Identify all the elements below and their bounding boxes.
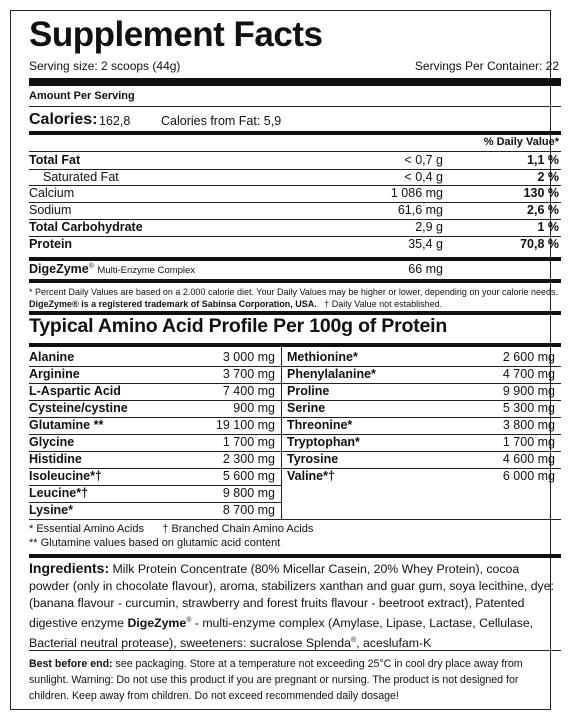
nutrient-name: Total Carbohydrate [29,220,143,234]
footnote-daily-values: * Percent Daily Values are based on a 2.000 calorie diet. Your Daily Values may be higher or lower, depending on your calorie needs. [29,287,558,297]
best-before-text: Best before end: see packaging. Store at a temperature not exceeding 25°C in cool dry place away from sunlight. Warning: Do not use this product if you are pregnant or nursing. The product is not designed for children. Keep away from children. Do not exceed recommended daily dosage! [29,658,523,702]
amino-acid-amount: 7 400 mg [222,384,275,398]
nutrient-row [29,220,561,236]
calories-from-fat: Calories from Fat: 5,9 [161,114,282,128]
amino-acid-amount: 6 000 mg [502,469,555,483]
nutrient-dv: 70,8 % [520,237,559,251]
divider [29,106,561,107]
amino-acid-name: Histidine [29,452,82,466]
nutrient-amount: 2,9 g [415,220,443,234]
nutrient-row [29,237,561,253]
calories-label: Calories: [29,111,98,128]
amino-acid-name: Glutamine ** [29,418,104,432]
nutrient-amount: < 0,7 g [404,153,443,167]
nutrient-amount: 1 086 mg [390,186,443,200]
divider [29,650,561,651]
amino-acid-name: Leucine*† [29,486,89,500]
servings-per-container: Servings Per Container: 22 [414,59,559,73]
ingredients-text: Ingredients: Milk Protein Concentrate (80% Micellar Casein, 20% Whey Protein), cocoa powder (only in chocolate flavour), aroma, stabilizers xanthan and guar gum, soya lecithine, dye: (banana flavour - curcumin, strawberry and forest fruits flavour - beetroot extract), Patented digestive enzyme DigeZyme® - multi-enzyme complex (Amylase, Lipase, Lactase, Cellulase, Bacterial neutral protease), sweeteners: sucralose Splenda®, aceslufam-K [29,560,554,651]
nutrient-row [29,203,561,219]
calories-value: 162,8 [99,114,131,128]
amino-acid-name: L-Aspartic Acid [29,384,121,398]
nutrient-dv: 1 % [537,220,559,234]
footnote-trademark: DigeZyme® is a registered trademark of Sabinsa Corporation, USA. † Daily Value not established. [29,299,443,309]
amino-acid-amount: 8 700 mg [222,503,275,517]
nutrient-name: Saturated Fat [43,170,119,184]
digezyme-amount: 66 mg [408,262,443,276]
column-divider [281,347,282,519]
amino-acid-name: Tryptophan* [287,435,360,449]
medium-divider [29,554,561,558]
amino-acid-name: Methionine* [287,350,358,364]
nutrient-dv: 1,1 % [527,153,559,167]
digezyme-name: DigeZyme [29,262,89,276]
amino-acid-name: Tyrosine [287,452,339,466]
amino-acid-amount: 1 700 mg [222,435,275,449]
nutrient-name: Calcium [29,186,75,200]
digezyme-desc: Multi-Enzyme Complex [97,265,196,276]
best-before-label: Best before end: [29,658,113,670]
amino-acid-name: Threonine* [287,418,353,432]
amino-acid-name: Cysteine/cystine [29,401,128,415]
medium-divider [29,131,561,135]
amino-acid-name: Serine [287,401,326,415]
nutrient-amount: 61,6 mg [397,203,443,217]
nutrient-dv: 130 % [523,186,559,200]
nutrient-row [29,170,561,186]
amino-acid-amount: 19 100 mg [215,418,275,432]
amino-note-glutamine: ** Glutamine values based on glutamic acid content [29,537,281,549]
nutrient-row [29,153,561,169]
amino-acid-name: Proline [287,384,330,398]
amino-acid-name: Arginine [29,367,80,381]
amino-acid-name: Isoleucine*† [29,469,102,483]
dv-header: % Daily Value* [483,136,559,148]
amino-acid-amount: 2 300 mg [222,452,275,466]
calories-row [29,111,561,131]
amino-acid-name: Valine*† [287,469,335,483]
medium-divider [29,257,561,261]
amino-acid-amount: 5 300 mg [502,401,555,415]
amino-title: Typical Amino Acid Profile Per 100g of Protein [29,315,448,337]
amino-acid-name: Glycine [29,435,75,449]
nutrient-name: Protein [29,237,73,251]
amino-acid-amount: 900 mg [233,401,275,415]
amino-acid-amount: 5 600 mg [222,469,275,483]
dv-header-row [29,136,561,152]
amino-acid-amount: 4 600 mg [502,452,555,466]
nutrient-row [29,186,561,202]
serving-size: Serving size: 2 scoops (44g) [29,59,181,73]
amino-acid-name: Lysine* [29,503,74,517]
amino-note-essential: * Essential Amino Acids † Branched Chain Amino Acids [29,523,314,535]
amino-acid-name: Phenylalanine* [287,367,376,381]
amino-acid-amount: 9 800 mg [222,486,275,500]
amino-acid-amount: 9 900 mg [502,384,555,398]
digezyme-row: DigeZyme® Multi-Enzyme Complex 66 mg [29,262,443,276]
thick-divider [29,78,561,86]
amino-acid-amount: 1 700 mg [502,435,555,449]
panel-title: Supplement Facts [29,15,323,54]
divider [29,151,561,152]
amino-acid-amount: 3 000 mg [222,350,275,364]
amino-acid-name: Alanine [29,350,75,364]
medium-divider [29,279,561,283]
medium-divider [29,343,561,347]
amino-acid-amount: 2 600 mg [502,350,555,364]
nutrient-amount: 35,4 g [408,237,443,251]
nutrient-name: Total Fat [29,153,81,167]
amino-acid-amount: 3 700 mg [222,367,275,381]
divider [29,519,561,520]
nutrient-dv: 2 % [537,170,559,184]
amount-per-serving: Amount Per Serving [29,90,135,102]
supplement-facts-panel [10,10,559,710]
nutrient-name: Sodium [29,203,72,217]
nutrient-dv: 2,6 % [527,203,559,217]
ingredients-label: Ingredients: [29,560,110,576]
nutrient-amount: < 0,4 g [404,170,443,184]
amino-acid-amount: 4 700 mg [502,367,555,381]
amino-acid-amount: 3 800 mg [502,418,555,432]
